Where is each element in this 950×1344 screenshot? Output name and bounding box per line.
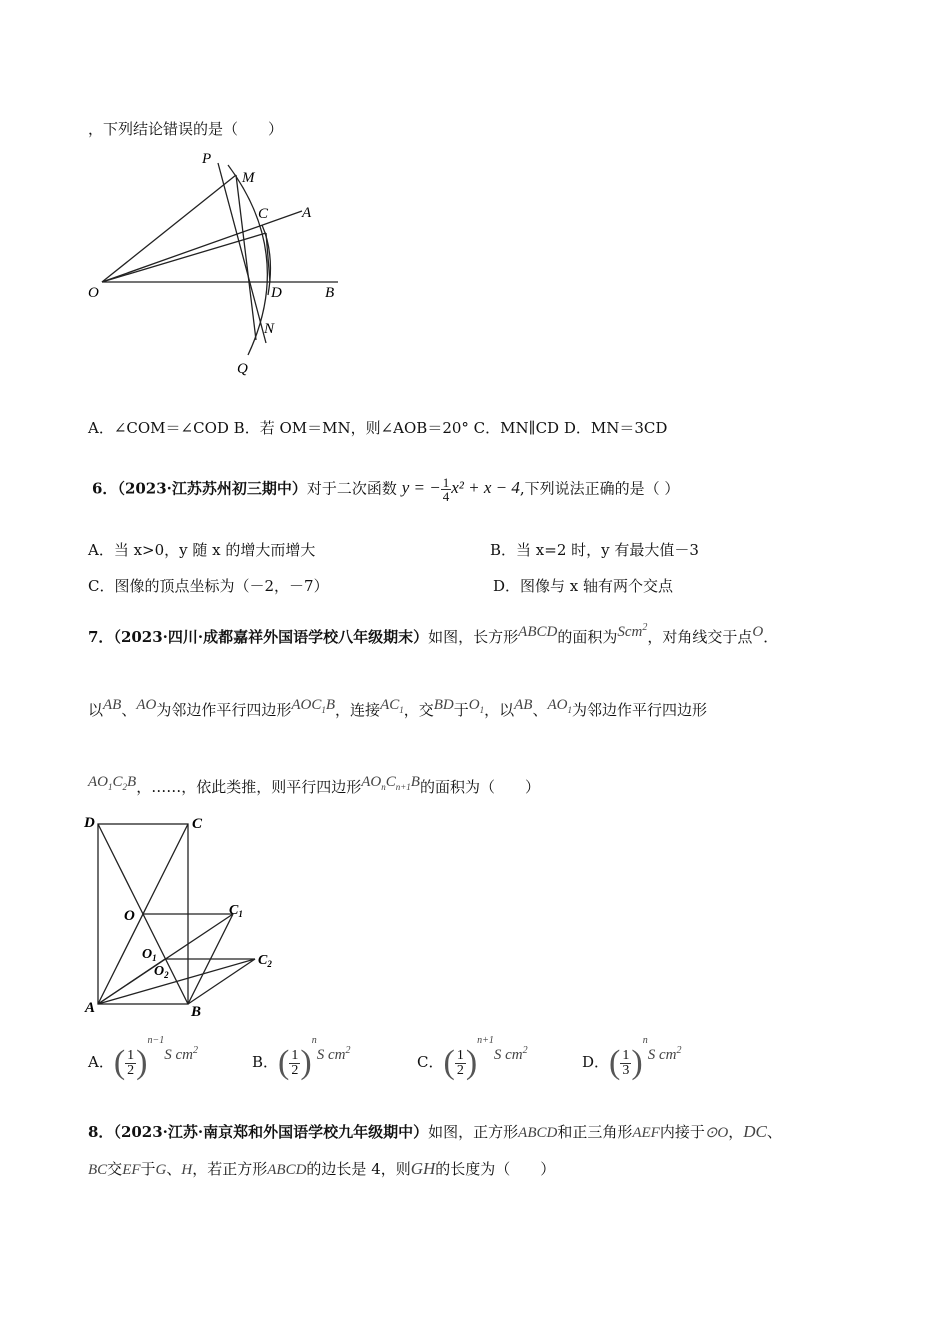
paren-right: ) [631,1044,643,1081]
q8-source: （2023·江苏·南京郑和外国语学校九年级期中） [113,1123,429,1141]
option-letter: C． [417,1053,444,1071]
fraction-den: 2 [127,1062,135,1078]
math-sup: 2 [193,1045,198,1056]
q6-stem [92,476,679,503]
label-d: D [84,815,95,831]
q7-option-b [252,1035,350,1082]
label-o2 [154,964,169,980]
label-o: O [124,908,135,924]
label-text: O [154,964,165,979]
math-ao: AO [136,697,157,713]
math: AO [361,774,382,790]
fraction-num: 1 [291,1047,299,1063]
fraction-num: 1 [456,1047,464,1063]
q6-stem-pre: 对于二次函数 [306,479,397,498]
label-sub: 1 [152,953,157,963]
math-sub: 2 [122,782,128,792]
option-exponent: n−1 [147,1035,165,1046]
option-letter: D． [582,1053,610,1071]
math-sup: 2 [345,1045,351,1056]
math-h: H [181,1162,193,1178]
math: O [468,697,480,713]
q7-text: 为邻边作平行四边形 [571,701,707,719]
fraction-den: 2 [456,1062,464,1078]
paren-left: ( [443,1044,455,1081]
math-s-cm [617,624,647,640]
q7-source: （2023·四川·成都嘉祥外国语学校八年级期末） [113,628,429,646]
formula-fraction [441,476,452,503]
label-p: P [202,151,212,167]
option-letter: A． [88,1053,114,1071]
q8-text: 的边长是 4，则 [306,1160,411,1178]
label-c1 [229,903,243,919]
q8-text: ，若正方形 [192,1160,268,1178]
q5-figure [80,145,370,395]
label-text: C [229,903,239,918]
q8-line2 [88,1158,555,1179]
q6-source: （2023·江苏苏州初三期中） [117,479,307,498]
fraction-den: 4 [442,489,450,504]
label-b: B [325,285,335,301]
math: C [385,774,396,790]
math-ab: AB [103,697,122,713]
q8-number: 8． [88,1123,114,1141]
q8-text: 于 [140,1160,156,1178]
option-tail [494,1047,528,1063]
math: S cm [493,1047,523,1063]
q7-line2 [88,697,707,720]
math: B [325,697,336,713]
option-fraction [289,1049,300,1078]
label-c2 [258,953,272,969]
q7-text: ，……，依此类推，则平行四边形 [136,778,362,796]
math: S cm [164,1047,193,1063]
label-a: A [302,205,312,221]
math-aoncn1b [361,774,420,790]
math-sub: n+1 [395,782,411,792]
q7-text: 如图，长方形 [428,628,519,646]
math-ef: EF [122,1162,141,1178]
math-dc: DC [743,1122,767,1141]
math: S cm [316,1047,346,1063]
label-sub: 2 [267,959,272,969]
fraction-num: 1 [127,1047,135,1063]
paren-right: ) [300,1044,312,1081]
q7-line3 [88,774,540,797]
label-q: Q [237,361,248,377]
q8-text: 、 [766,1123,782,1141]
math-sub: 1 [399,705,404,715]
q7-text: 的面积为 [557,628,618,646]
math: B [127,774,137,790]
math-gh: GH [410,1159,436,1178]
math-aef: AEF [632,1125,660,1141]
q8-text: 、 [166,1160,182,1178]
math: AC [380,697,400,713]
option-fraction [620,1049,631,1078]
math: B [410,774,420,790]
label-c: C [258,206,269,222]
q7-text: ，以 [484,701,515,719]
option-fraction [125,1049,136,1078]
math-circle-o: ⊙O [704,1125,729,1141]
label-sub: 2 [164,970,169,980]
option-exponent: n [311,1035,317,1046]
paren-left: ( [609,1044,621,1081]
q7-line1 [88,622,778,647]
q7-text: 的面积为（ ） [419,778,540,796]
formula-y: y = − [401,478,441,498]
q6-number: 6． [92,479,118,498]
option-tail [317,1047,351,1063]
q7-text: ，交 [403,701,434,719]
q7-option-c [417,1035,528,1082]
q8-text: 内接于 [659,1123,705,1141]
math-abcd: ABCD [267,1162,307,1178]
math-sup: 2 [642,622,648,633]
math-o1 [469,697,484,713]
math-ab: AB [514,697,533,713]
label-m: M [242,170,255,186]
q6-option-a: A．当 x>0，y 随 x 的增大而增大 [88,541,316,559]
segment-ac2 [98,959,255,1004]
math-s: Scm [617,624,643,640]
label-n: N [264,321,275,337]
fraction-num: 1 [622,1047,630,1063]
segment-oc [102,233,266,282]
option-fraction [455,1049,466,1078]
label-d: D [271,285,282,301]
label-sub: 1 [238,909,243,919]
option-exponent: n [642,1035,648,1046]
q6-formula [401,475,520,504]
q7-text: ，连接 [335,701,381,719]
math-g: G [155,1162,167,1178]
math-ao1 [547,697,572,713]
line-pq [218,163,266,343]
ray-oa [102,211,302,282]
math-o: O [752,624,764,640]
label-o1 [142,947,157,963]
q7-text: 于 [453,701,469,719]
label-text: C [258,953,268,968]
math-sub: 1 [479,705,485,715]
math-sup: 2 [522,1045,528,1056]
formula-rest: x² + x − 4 [451,478,520,498]
segment-mn [236,175,256,340]
q6-option-c: C．图像的顶点坐标为（－2，－7） [88,577,329,595]
q8-text: 的长度为（ ） [435,1160,556,1178]
q7-text: 以 [88,701,104,719]
q6-option-d: D．图像与 x 轴有两个交点 [493,577,674,595]
option-exponent: n+1 [477,1035,494,1046]
math-bc: BC [88,1162,108,1178]
q6-stem-post: ,下列说法正确的是（ ） [519,479,680,498]
fraction-den: 2 [291,1062,299,1078]
label-a: A [85,1000,96,1016]
paren-right: ) [465,1044,478,1081]
q7-option-d [582,1035,681,1082]
math-sub: 1 [108,782,113,792]
paren-right: ) [136,1044,148,1081]
math-bd: BD [433,697,454,713]
q7-figure [82,812,292,1022]
q7-number: 7． [88,628,114,646]
paren-left: ( [113,1044,126,1081]
q7-option-a [88,1035,198,1082]
q7-text: ． [763,628,779,646]
math-sub: 1 [321,705,326,715]
math: S cm [647,1047,677,1063]
paren-left: ( [278,1044,290,1081]
math-sub: 1 [567,705,572,715]
q7-text: 、 [121,701,137,719]
math: AO [547,697,568,713]
math: C [112,774,123,790]
q8-text: 和正三角形 [557,1123,633,1141]
fraction-num: 1 [442,475,450,490]
fraction-den: 3 [622,1062,630,1078]
label-c: C [192,816,203,832]
segment-om [102,175,236,282]
math: AO [88,774,108,790]
math-abcd: ABCD [518,624,558,640]
q7-text: 、 [532,701,548,719]
math-aoc1b [291,697,335,713]
q5-intro: ，下列结论错误的是（ ） [88,120,284,138]
label-text: O [142,947,153,962]
q8-text: ， [728,1123,744,1141]
q6-option-b: B．当 x=2 时，y 有最大值－3 [490,541,699,559]
segment-c2b [188,959,255,1004]
q8-text: 交 [107,1160,123,1178]
math-abcd: ABCD [518,1125,558,1141]
option-letter: B． [252,1053,279,1071]
q8-line1 [88,1121,782,1142]
math-ao1c2b [88,774,136,790]
option-tail [648,1047,682,1063]
label-b: B [191,1004,202,1020]
q8-text: 如图，正方形 [428,1123,519,1141]
math-ac1 [380,697,404,713]
math-sub: n [381,782,386,792]
math: AOC [291,697,322,713]
option-tail [164,1047,198,1063]
q5-options: A．∠COM＝∠COD B．若 OM＝MN，则∠AOB＝20° C．MN∥CD D．MN＝3CD [88,419,668,437]
q7-text: ，对角线交于点 [647,628,753,646]
math-sup: 2 [676,1045,682,1056]
q7-text: 为邻边作平行四边形 [156,701,292,719]
label-o: O [88,285,99,301]
